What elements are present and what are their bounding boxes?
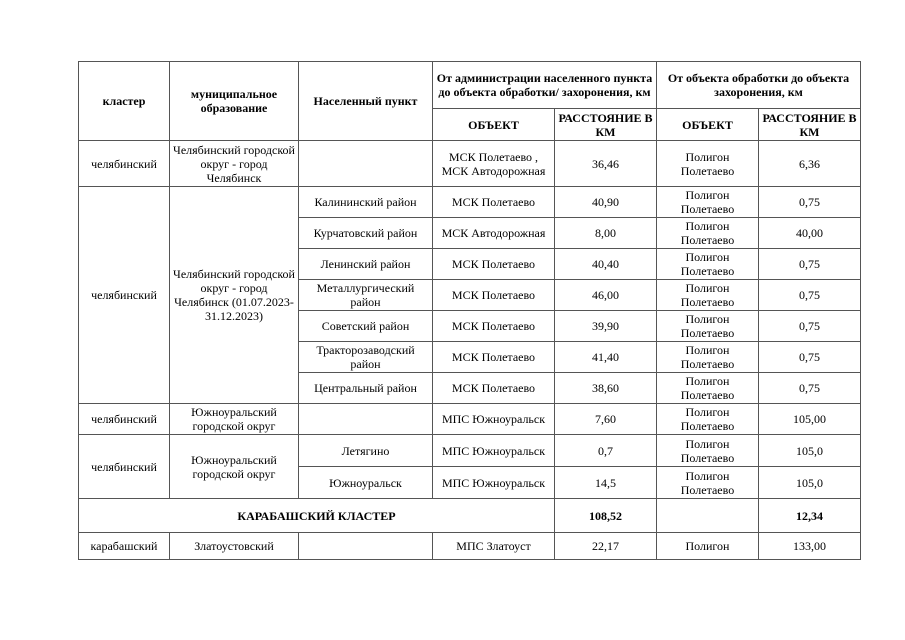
table-row: [79, 404, 861, 435]
cell-object-1: МСК Полетаево , МСК Автодорожная: [433, 141, 555, 187]
header-group-object-to-landfill: От объекта обработки до объекта захоронения, км: [657, 62, 861, 109]
cell-settlement: Калининский район: [299, 187, 433, 218]
cell-distance-2: 40,00: [759, 218, 861, 249]
cell-distance-1: 38,60: [555, 373, 657, 404]
cell-object-1: МСК Полетаево: [433, 342, 555, 373]
cell-object-1: МСК Полетаево: [433, 280, 555, 311]
header-row-1: [79, 62, 861, 109]
cell-object-2: Полигон Полетаево: [657, 280, 759, 311]
cell-distance-2: 0,75: [759, 249, 861, 280]
cell-settlement: [299, 533, 433, 560]
cell-distance-2: 6,36: [759, 141, 861, 187]
cell-empty: [657, 499, 759, 533]
cell-distance-2: 0,75: [759, 342, 861, 373]
cell-object-1: МСК Полетаево: [433, 373, 555, 404]
cluster-summary-row: [79, 499, 861, 533]
cell-distance-1: 41,40: [555, 342, 657, 373]
header-object-2: ОБЪЕКТ: [657, 109, 759, 141]
cell-settlement: [299, 141, 433, 187]
header-municipality: муниципальное образование: [170, 62, 299, 141]
cell-distance-2: 0,75: [759, 280, 861, 311]
header-settlement: Населенный пункт: [299, 62, 433, 141]
cell-settlement: Летягино: [299, 435, 433, 467]
cell-object-1: МПС Златоуст: [433, 533, 555, 560]
cell-settlement: Центральный район: [299, 373, 433, 404]
cell-object-2: Полигон Полетаево: [657, 373, 759, 404]
cell-distance-2: 0,75: [759, 373, 861, 404]
cell-cluster: челябинский: [79, 404, 170, 435]
cell-settlement: Курчатовский район: [299, 218, 433, 249]
cell-object-2: Полигон Полетаево: [657, 342, 759, 373]
cell-municipality: Златоустовский: [170, 533, 299, 560]
cell-object-2: Полигон Полетаево: [657, 249, 759, 280]
cluster-summary-label: КАРАБАШСКИЙ КЛАСТЕР: [79, 499, 555, 533]
cell-cluster: челябинский: [79, 187, 170, 404]
cell-distance-2: 105,0: [759, 467, 861, 499]
header-group-admin-to-object: От администрации населенного пункта до объекта обработки/ захоронения, км: [433, 62, 657, 109]
cell-distance-1: 46,00: [555, 280, 657, 311]
cell-object-2: Полигон: [657, 533, 759, 560]
cell-object-2: Полигон Полетаево: [657, 141, 759, 187]
cell-distance-2: 0,75: [759, 187, 861, 218]
cell-object-1: МСК Полетаево: [433, 187, 555, 218]
cell-object-2: Полигон Полетаево: [657, 218, 759, 249]
cell-distance-1: 0,7: [555, 435, 657, 467]
table-row: [79, 533, 861, 560]
cell-municipality: Южноуральский городской округ: [170, 435, 299, 499]
cell-distance-2: 105,0: [759, 435, 861, 467]
cell-object-2: Полигон Полетаево: [657, 311, 759, 342]
header-distance-1: РАССТОЯНИЕ В КМ: [555, 109, 657, 141]
cluster-summary-distance-1: 108,52: [555, 499, 657, 533]
cluster-summary-distance-2: 12,34: [759, 499, 861, 533]
cell-object-1: МСК Полетаево: [433, 311, 555, 342]
cell-distance-1: 39,90: [555, 311, 657, 342]
cell-distance-2: 105,00: [759, 404, 861, 435]
cell-object-2: Полигон Полетаево: [657, 467, 759, 499]
cell-municipality: Челябинский городской округ - город Челябинск (01.07.2023-31.12.2023): [170, 187, 299, 404]
header-object-1: ОБЪЕКТ: [433, 109, 555, 141]
cell-settlement: Советский район: [299, 311, 433, 342]
cell-object-1: МПС Южноуральск: [433, 467, 555, 499]
cell-distance-1: 22,17: [555, 533, 657, 560]
header-cluster: кластер: [79, 62, 170, 141]
cell-distance-1: 8,00: [555, 218, 657, 249]
table-row: [79, 435, 861, 467]
header-distance-2: РАССТОЯНИЕ В КМ: [759, 109, 861, 141]
cell-object-2: Полигон Полетаево: [657, 435, 759, 467]
table-row: [79, 141, 861, 187]
cell-object-1: МСК Полетаево: [433, 249, 555, 280]
cell-cluster: челябинский: [79, 435, 170, 499]
cell-cluster: карабашский: [79, 533, 170, 560]
table-row: [79, 187, 861, 218]
cell-object-1: МПС Южноуральск: [433, 404, 555, 435]
cell-municipality: Южноуральский городской округ: [170, 404, 299, 435]
cell-distance-1: 14,5: [555, 467, 657, 499]
cell-distance-1: 40,90: [555, 187, 657, 218]
cell-municipality: Челябинский городской округ - город Челябинск: [170, 141, 299, 187]
cell-settlement: [299, 404, 433, 435]
cell-distance-2: 133,00: [759, 533, 861, 560]
cell-distance-1: 7,60: [555, 404, 657, 435]
cell-object-2: Полигон Полетаево: [657, 187, 759, 218]
cell-settlement: Южноуральск: [299, 467, 433, 499]
cell-settlement: Ленинский район: [299, 249, 433, 280]
cell-cluster: челябинский: [79, 141, 170, 187]
cell-object-2: Полигон Полетаево: [657, 404, 759, 435]
cell-settlement: Тракторозаводский район: [299, 342, 433, 373]
cell-distance-2: 0,75: [759, 311, 861, 342]
cell-distance-1: 36,46: [555, 141, 657, 187]
cell-settlement: Металлургический район: [299, 280, 433, 311]
cell-object-1: МПС Южноуральск: [433, 435, 555, 467]
cell-distance-1: 40,40: [555, 249, 657, 280]
cell-object-1: МСК Автодорожная: [433, 218, 555, 249]
distance-table: [78, 61, 861, 560]
